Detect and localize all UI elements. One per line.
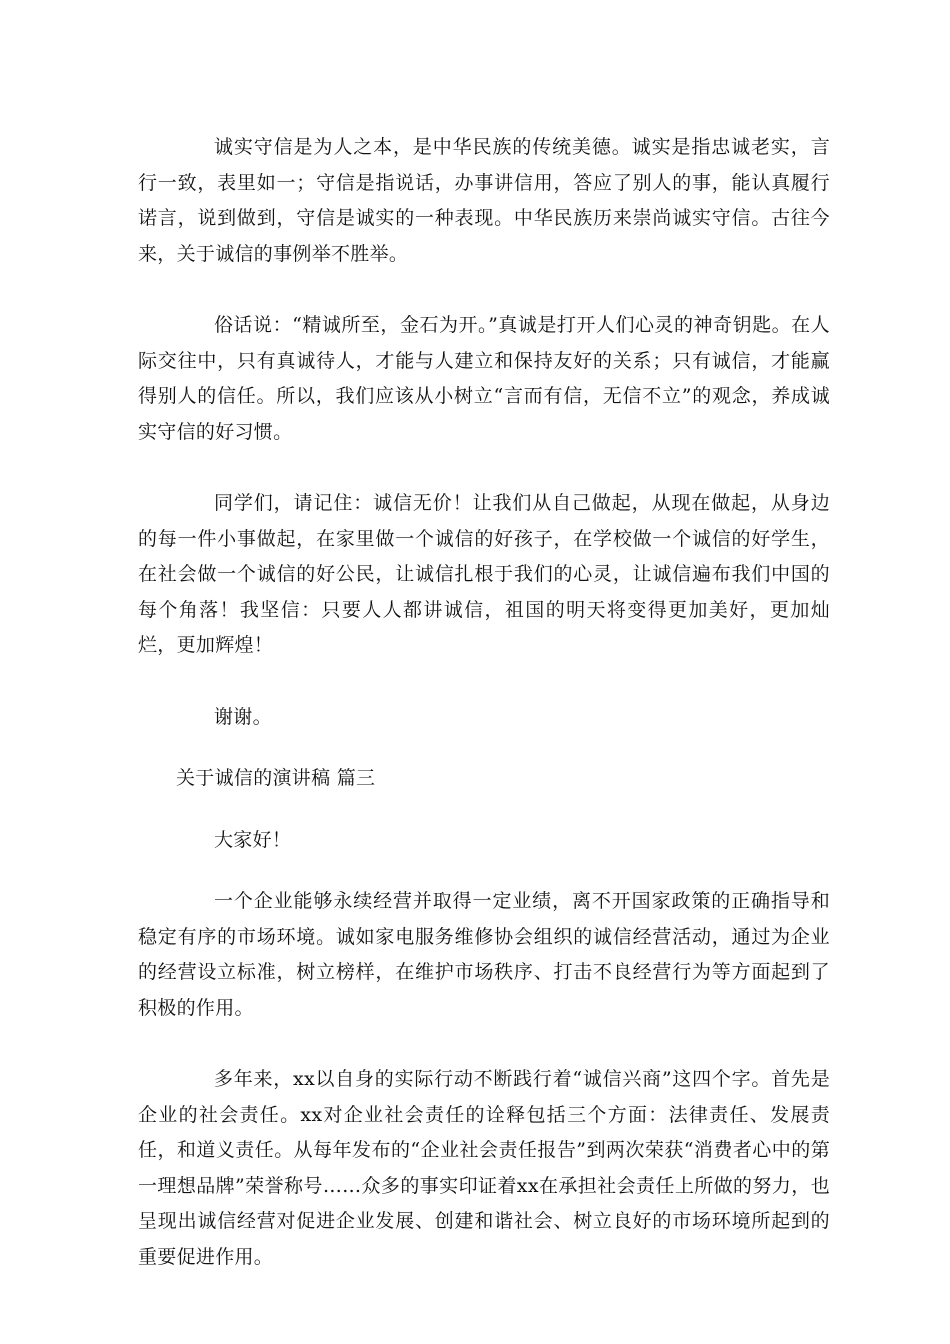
paragraph-greeting: 大家好！ bbox=[214, 828, 292, 851]
paragraph-social-responsibility: 多年来，xx以自身的实际行动不断践行着“诚信兴商”这四个字。首先是企业的社会责任。xx对企业社会责任的诠释包括三个方面：法律责任、发展责任，和道义责任。从每年发布的“企业社会责任报告”到两次荣获“消费者心中的第一理想品牌”荣誉称号……众多的事实印证着xx在承担社会责任上所做的努力，也呈现出诚信经营对促进企业发展、创建和谐社会、树立良好的市场环境所起到的重要促进作用。 bbox=[138, 1068, 830, 1268]
paragraph-enterprise: 一个企业能够永续经营并取得一定业绩，离不开国家政策的正确指导和稳定有序的市场环境。诚如家电服务维修协会组织的诚信经营活动，通过为企业的经营设立标准，树立榜样，在维护市场秩序、打击不良经营行为等方面起到了积极的作用。 bbox=[138, 890, 830, 1019]
paragraph-call-to-action: 同学们，请记住：诚信无价！让我们从自己做起，从现在做起，从身边的每一件小事做起，在家里做一个诚信的好孩子，在学校做一个诚信的好学生，在社会做一个诚信的好公民，让诚信扎根于我们的心灵，让诚信遍布我们中国的每个角落！我坚信：只要人人都讲诚信，祖国的明天将变得更加美好，更加灿烂，更加辉煌！ bbox=[138, 492, 830, 656]
paragraph-proverb: 俗话说：“精诚所至，金石为开。”真诚是打开人们心灵的神奇钥匙。在人际交往中，只有真诚待人，才能与人建立和保持友好的关系；只有诚信，才能赢得别人的信任。所以，我们应该从小树立“言而有信，无信不立”的观念，养成诚实守信的好习惯。 bbox=[138, 314, 830, 443]
section-heading: 关于诚信的演讲稿 篇三 bbox=[176, 767, 376, 789]
paragraph-honesty-virtue: 诚实守信是为人之本，是中华民族的传统美德。诚实是指忠诚老实，言行一致，表里如一；守信是指说话，办事讲信用，答应了别人的事，能认真履行诺言，说到做到，守信是诚实的一种表现。中华民族历来崇尚诚实守信。古往今来，关于诚信的事例举不胜举。 bbox=[138, 136, 830, 265]
paragraph-thanks: 谢谢。 bbox=[214, 705, 272, 728]
